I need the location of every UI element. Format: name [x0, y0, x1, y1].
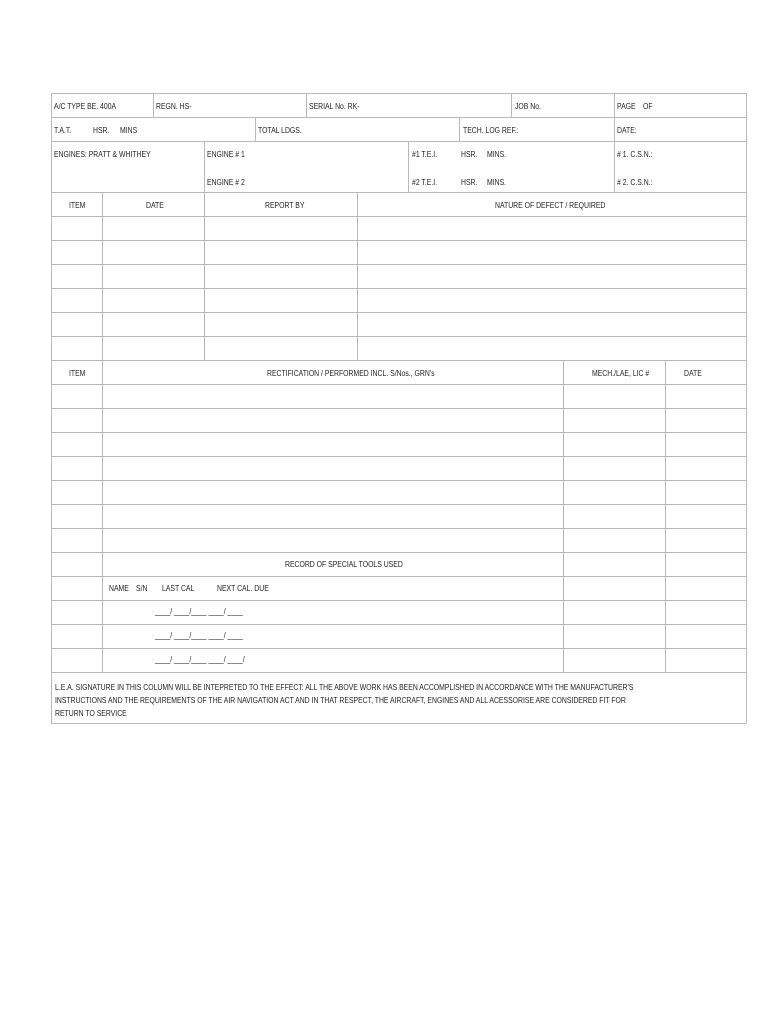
- engine-2-hsr-label: HSR.: [461, 177, 478, 187]
- regn-label: REGN. HS-: [156, 101, 192, 111]
- tools-name-header: NAME: [109, 583, 129, 593]
- engine-1-label: ENGINE # 1: [207, 149, 245, 159]
- rule: [51, 624, 746, 625]
- tools-last-cal-header: LAST CAL: [162, 583, 195, 593]
- tat-label: T.A.T.: [54, 125, 72, 135]
- date-label: DATE:: [617, 125, 637, 135]
- rule: [51, 141, 746, 142]
- csn-2-label: # 2. C.S.N.:: [617, 177, 653, 187]
- rule: [204, 192, 205, 360]
- rule: [306, 93, 307, 117]
- rule: [153, 93, 154, 117]
- tools-sn-header: S/N: [136, 583, 148, 593]
- tools-next-cal-header: NEXT CAL. DUE: [217, 583, 269, 593]
- rule: [51, 648, 746, 649]
- rule: [51, 264, 746, 265]
- rule: [51, 528, 746, 529]
- rule: [51, 93, 746, 94]
- rect-mech-header: MECH./LAE, LIC #: [592, 368, 650, 378]
- csn-1-label: # 1. C.S.N.:: [617, 149, 653, 159]
- tech-log-ref-label: TECH. LOG REF.:: [463, 125, 519, 135]
- rule: [204, 141, 205, 192]
- rule: [51, 192, 746, 193]
- defects-nature-header: NATURE OF DEFECT / REQUIRED: [495, 200, 606, 210]
- rule: [51, 600, 746, 601]
- of-label: OF: [643, 101, 653, 111]
- rule: [51, 360, 746, 361]
- tei-1-label: #1 T.E.I.: [412, 149, 438, 159]
- rule: [255, 117, 256, 141]
- certification-line: INSTRUCTIONS AND THE REQUIREMENTS OF THE AIR NAVIGATION ACT AND IN THAT RESPECT, THE AIRCRAFT, ENGINES AND ALL ACESSORISE ARE CONSIDERED FIT FOR: [55, 695, 626, 705]
- certification-line: L.E.A. SIGNATURE IN THIS COLUMN WILL BE INTEPRETED TO THE EFFECT: ALL THE ABOVE WORK HAS BEEN ACCOMPLISHED IN ACCORDANCE WITH THE MANUFACTURER'S: [55, 682, 634, 692]
- tools-date-blank-3: ____/ ____/____ ____/ ____/: [155, 654, 245, 664]
- engines-label: ENGINES: PRATT & WHITHEY: [54, 149, 151, 159]
- certification-line: RETURN TO SERVICE: [55, 708, 127, 718]
- rule: [459, 117, 460, 141]
- rule: [51, 93, 52, 723]
- certification-statement: [55, 681, 634, 720]
- rule: [51, 456, 746, 457]
- rule: [51, 312, 746, 313]
- rect-description-header: RECTIFICATION / PERFORMED INCL. S/Nos., GRN's: [267, 368, 435, 378]
- rule: [102, 360, 103, 672]
- defects-date-header: DATE: [146, 200, 164, 210]
- rule: [51, 288, 746, 289]
- rule: [102, 192, 103, 360]
- rule: [51, 480, 746, 481]
- rule: [511, 93, 512, 117]
- rule: [51, 336, 746, 337]
- rule: [51, 240, 746, 241]
- tools-date-blank-1: ____/ ____/____ ____/ ____: [155, 606, 243, 616]
- tat-hsr-label: HSR.: [93, 125, 110, 135]
- rule: [665, 360, 666, 672]
- page-label: PAGE: [617, 101, 636, 111]
- rule: [614, 117, 615, 141]
- rule: [357, 192, 358, 360]
- serial-no-label: SERIAL No. RK-: [309, 101, 360, 111]
- tools-date-blank-2: ____/ ____/____ ____/ ____: [155, 630, 243, 640]
- rule: [51, 576, 746, 577]
- rule: [51, 216, 746, 217]
- defects-item-header: ITEM: [69, 200, 86, 210]
- rule: [51, 672, 746, 673]
- ac-type-label: A/C TYPE BE. 400A: [54, 101, 117, 111]
- engine-2-mins-label: MINS.: [487, 177, 507, 187]
- rule: [51, 504, 746, 505]
- rule: [51, 432, 746, 433]
- rect-date-header: DATE: [684, 368, 702, 378]
- rule: [614, 93, 615, 117]
- tools-title: RECORD OF SPECIAL TOOLS USED: [285, 559, 403, 569]
- rule: [563, 360, 564, 672]
- tei-2-label: #2 T.E.I.: [412, 177, 438, 187]
- rect-item-header: ITEM: [69, 368, 86, 378]
- defects-report-by-header: REPORT BY: [265, 200, 305, 210]
- job-no-label: JOB No.: [515, 101, 541, 111]
- tat-mins-label: MINS: [120, 125, 138, 135]
- engine-1-hsr-label: HSR.: [461, 149, 478, 159]
- rule: [746, 93, 747, 723]
- rule: [51, 552, 746, 553]
- rule: [408, 141, 409, 192]
- engine-1-mins-label: MINS.: [487, 149, 507, 159]
- engine-2-label: ENGINE # 2: [207, 177, 245, 187]
- rule: [51, 408, 746, 409]
- rule: [51, 723, 746, 724]
- rule: [614, 141, 615, 192]
- rule: [51, 384, 746, 385]
- total-ldgs-label: TOTAL LDGS.: [258, 125, 302, 135]
- rule: [51, 117, 746, 118]
